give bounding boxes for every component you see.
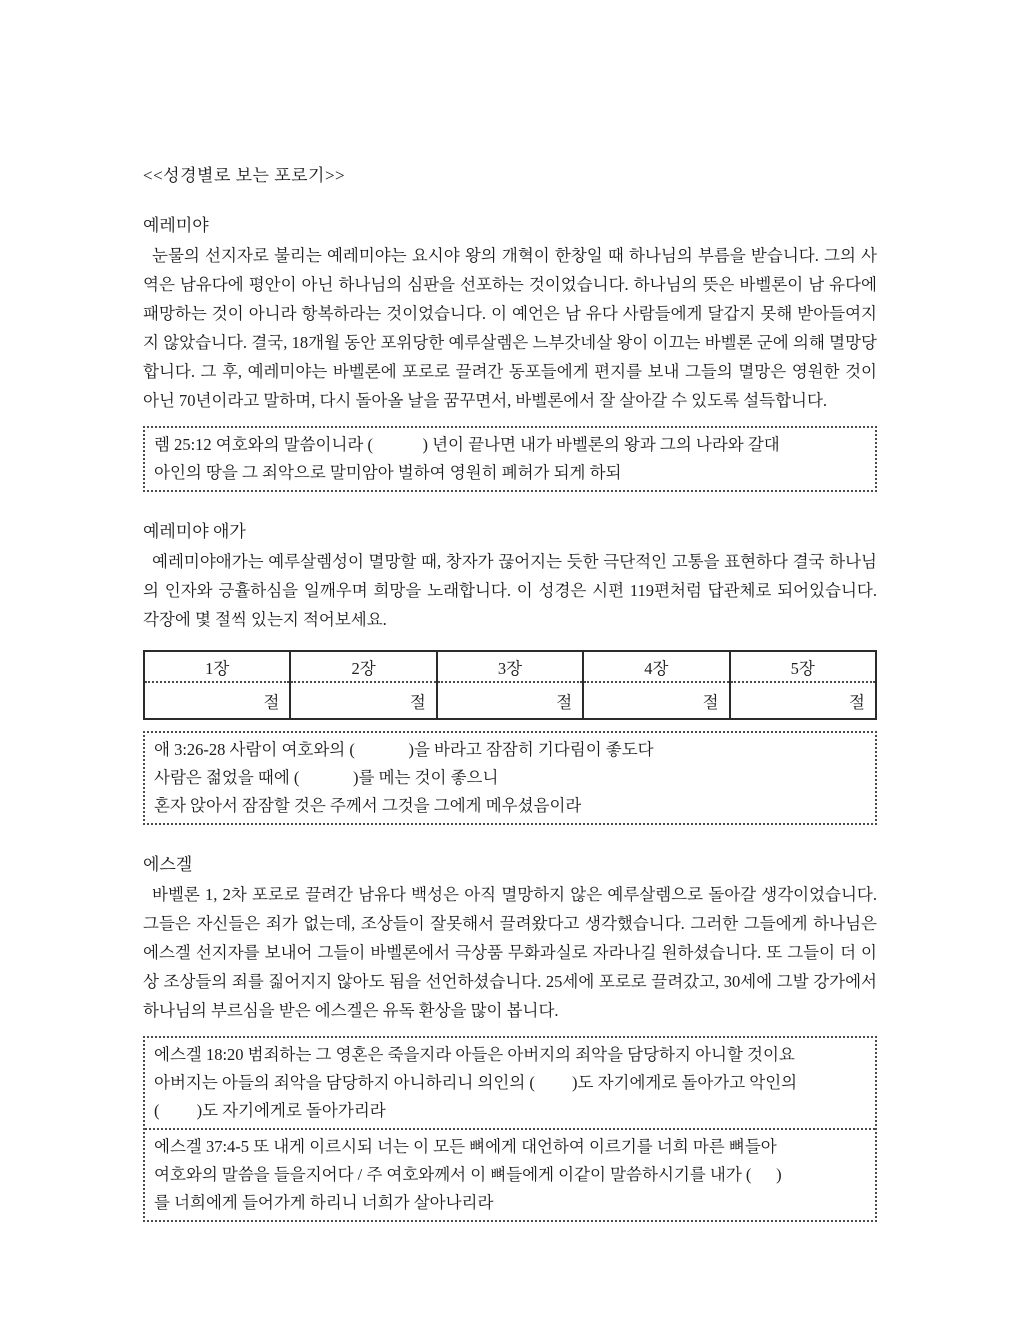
verse-line: 에스겔 37:4-5 또 내게 이르시되 너는 이 모든 뼈에게 대언하여 이르기를 너희 마른 뼈들아 bbox=[154, 1137, 777, 1156]
verse-line: 를 너희에게 들어가게 하리니 너희가 살아나리라 bbox=[154, 1193, 494, 1212]
verse-line: 렘 25:12 여호와의 말씀이니라 ( ) 년이 끝나면 내가 바벨론의 왕과 그의 나라와 갈대 bbox=[154, 435, 780, 454]
verse-box-ezk-37-4-5 bbox=[145, 1128, 875, 1220]
verse-line: ( )도 자기에게로 돌아가리라 bbox=[154, 1101, 386, 1120]
section-ezekiel bbox=[143, 855, 877, 1222]
section-heading-ezekiel: 에스겔 bbox=[143, 855, 193, 874]
verse-line: 여호와의 말씀을 들을지어다 / 주 여호와께서 이 뼈들에게 이같이 말씀하시기를 내가 ( ) bbox=[154, 1165, 782, 1184]
verse-line: 에스겔 18:20 범죄하는 그 영혼은 죽을지라 아들은 아버지의 죄악을 담당하지 아니할 것이요 bbox=[154, 1045, 795, 1064]
section-lamentations bbox=[143, 522, 877, 825]
verse-box-jer-25-12 bbox=[143, 426, 877, 492]
verse-count-cell: 절 bbox=[730, 682, 876, 719]
section-jeremiah bbox=[143, 216, 877, 492]
verse-line: 아버지는 아들의 죄악을 담당하지 아니하리니 의인의 ( )도 자기에게로 돌아가고 악인의 bbox=[154, 1073, 798, 1092]
chapter-header-cell: 3장 bbox=[437, 651, 583, 682]
chapter-header-cell: 2장 bbox=[290, 651, 436, 682]
page-title: <<성경별로 보는 포로기>> bbox=[143, 166, 346, 185]
paragraph-jeremiah: 눈물의 선지자로 불리는 예레미야는 요시야 왕의 개혁이 한창일 때 하나님의 부름을 받습니다. 그의 사역은 남유다에 평안이 아닌 하나님의 심판을 선포하는 것이었습니다. 하나님의 뜻은 바벨론이 남 유다에 패망하는 것이 아니라 항복하라는 것이었습니다. 이 예언은 남 유다 사람들에게 달갑지 못해 받아들여지지 않았습니다. 결국, 18개월 동안 포위당한 예루살렘은 느부갓네살 왕이 이끄는 바벨론 군에 의해 멸망당합니다. 그 후, 예레미야는 바벨론에 포로로 끌려간 동포들에게 편지를 보내 그들의 멸망은 영원한 것이 아닌 70년이라고 말하며, 다시 돌아올 날을 꿈꾸면서, 바벨론에서 잘 살아갈 수 있도록 설득합니다. bbox=[143, 246, 877, 410]
verse-count-cell: 절 bbox=[437, 682, 583, 719]
chapters-verse-count-table bbox=[143, 650, 877, 720]
section-heading-jeremiah: 예레미야 bbox=[143, 216, 209, 235]
table-header-row bbox=[144, 651, 876, 682]
paragraph-lamentations: 예레미야애가는 예루살렘성이 멸망할 때, 창자가 끊어지는 듯한 극단적인 고통을 표현하다 결국 하나님의 인자와 긍휼하심을 일깨우며 희망을 노래합니다. 이 성경은 시편 119편처럼 답관체로 되어있습니다. 각장에 몇 절씩 있는지 적어보세요. bbox=[143, 552, 877, 629]
verse-box-lam-3-26-28 bbox=[143, 731, 877, 825]
verse-count-cell: 절 bbox=[583, 682, 729, 719]
verse-line: 애 3:26-28 사람이 여호와의 ( )을 바라고 잠잠히 기다림이 좋도다 bbox=[154, 740, 654, 759]
verse-count-cell: 절 bbox=[290, 682, 436, 719]
chapter-header-cell: 4장 bbox=[583, 651, 729, 682]
table-fill-row bbox=[144, 682, 876, 719]
paragraph-ezekiel: 바벨론 1, 2차 포로로 끌려간 남유다 백성은 아직 멸망하지 않은 예루살렘으로 돌아갈 생각이었습니다. 그들은 자신들은 죄가 없는데, 조상들이 잘못해서 끌려왔다고 생각했습니다. 그러한 그들에게 하나님은 에스겔 선지자를 보내어 그들이 바벨론에서 극상품 무화과실로 자라나길 원하셨습니다. 또 그들이 더 이상 조상들의 죄를 짊어지지 않아도 됨을 선언하셨습니다. 25세에 포로로 끌려갔고, 30세에 그발 강가에서 하나님의 부르심을 받은 에스겔은 유독 환상을 많이 봅니다. bbox=[143, 885, 877, 1020]
section-heading-lamentations: 예레미야 애가 bbox=[143, 522, 246, 541]
verse-line: 아인의 땅을 그 죄악으로 말미암아 벌하여 영원히 폐허가 되게 하되 bbox=[154, 463, 622, 482]
verse-line: 사람은 젊었을 때에 ( )를 메는 것이 좋으니 bbox=[154, 768, 499, 787]
chapter-header-cell: 1장 bbox=[144, 651, 290, 682]
verse-box-ezekiel bbox=[143, 1036, 877, 1222]
verse-count-cell: 절 bbox=[263, 692, 280, 712]
verse-line: 혼자 앉아서 잠잠할 것은 주께서 그것을 그에게 메우셨음이라 bbox=[154, 796, 582, 815]
chapter-header-cell: 5장 bbox=[730, 651, 876, 682]
verse-box-ezk-18-20 bbox=[145, 1038, 875, 1128]
